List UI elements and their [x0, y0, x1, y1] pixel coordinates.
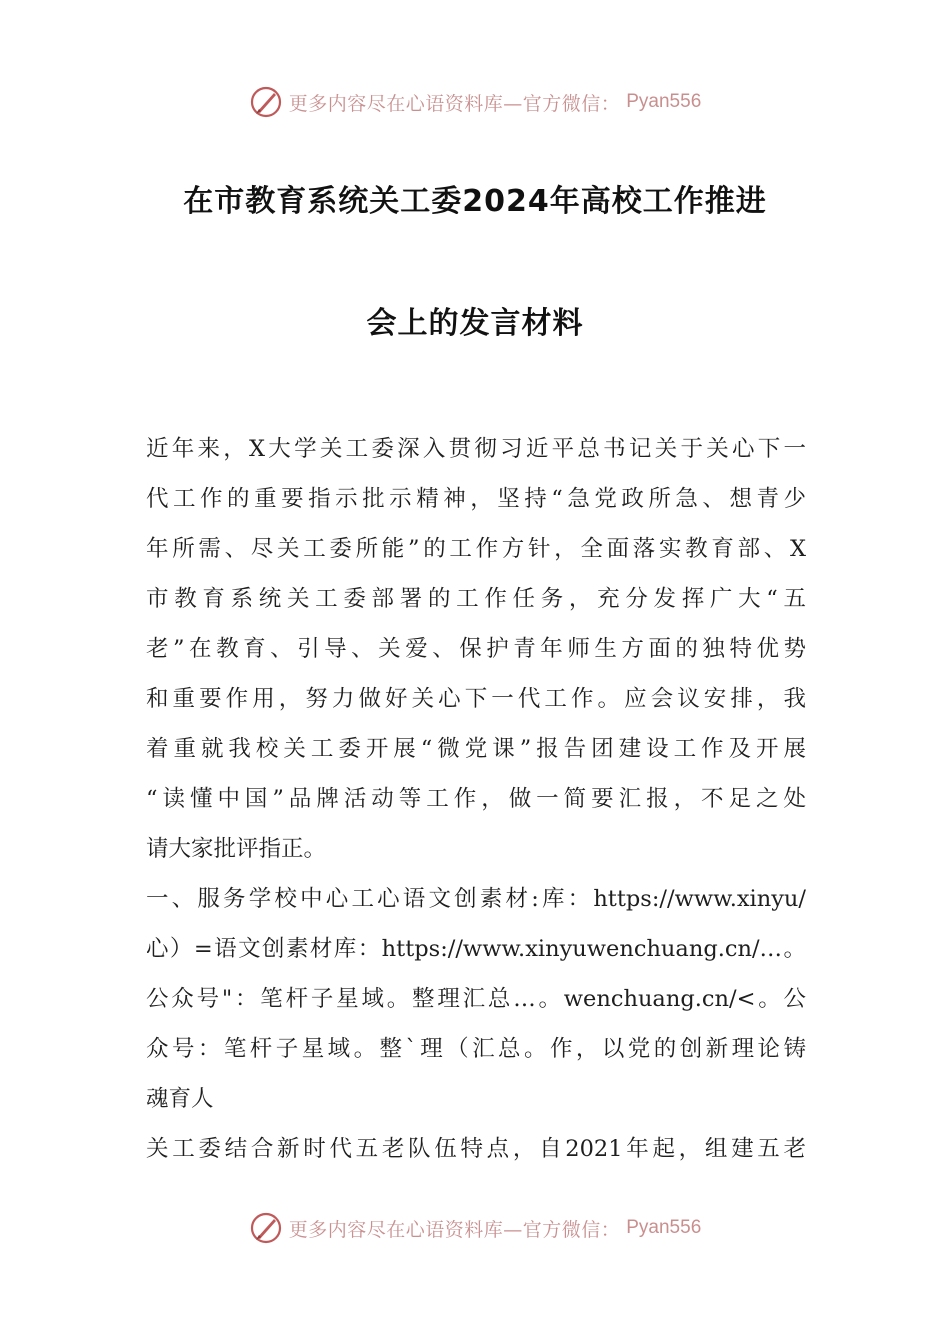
document-title-line-2: 会上的发言材料 [366, 306, 584, 341]
body-line: 年所需、尽关工委所能”的工作方针，全面落实教育部、X [146, 536, 806, 562]
header-watermark [0, 82, 950, 122]
body-line: 市教育系统关工委部署的工作任务，充分发挥广大“五 [146, 586, 806, 612]
body-line: 众号：笔杆子星域。整`理（汇总。作，以党的创新理论铸 [146, 1036, 806, 1062]
document-title-line-1: 在市教育系统关工委2024年高校工作推进 [183, 184, 767, 219]
body-paragraphs [146, 424, 806, 1174]
quill-pen-logo-icon [249, 1211, 283, 1245]
watermark-wechat-id: Pyan556 [626, 91, 702, 112]
watermark-wechat-id: Pyan556 [626, 1217, 702, 1238]
body-line: 一、服务学校中心工心语文创素材:库：https://www.xinyu/ [146, 886, 806, 912]
body-line: 魂育人 [146, 1086, 214, 1112]
body-line: 近年来，X大学关工委深入贯彻习近平总书记关于关心下一 [146, 436, 806, 462]
body-line: 着重就我校关工委开展“微党课”报告团建设工作及开展 [146, 736, 806, 762]
body-line: “读懂中国”品牌活动等工作，做一简要汇报，不足之处 [146, 786, 806, 812]
body-line: 老”在教育、引导、关爱、保护青年师生方面的独特优势 [146, 636, 806, 662]
body-line: 关工委结合新时代五老队伍特点，自2021年起，组建五老 [146, 1136, 806, 1162]
body-line: 心）=语文创素材库：https://www.xinyuwenchuang.cn/…。 [146, 936, 806, 962]
body-line: 和重要作用，努力做好关心下一代工作。应会议安排，我 [146, 686, 806, 712]
watermark-text: 更多内容尽在心语资料库—官方微信： [288, 1218, 621, 1241]
body-line: 请大家批评指正。 [146, 836, 327, 862]
quill-pen-logo-icon [249, 85, 283, 119]
body-line: 代工作的重要指示批示精神，坚持“急党政所急、想青少 [146, 486, 806, 512]
footer-watermark [0, 1208, 950, 1248]
watermark-text: 更多内容尽在心语资料库—官方微信： [288, 92, 621, 115]
body-line: 公众号"：笔杆子星域。整理汇总…。wenchuang.cn/<。公 [146, 986, 806, 1012]
